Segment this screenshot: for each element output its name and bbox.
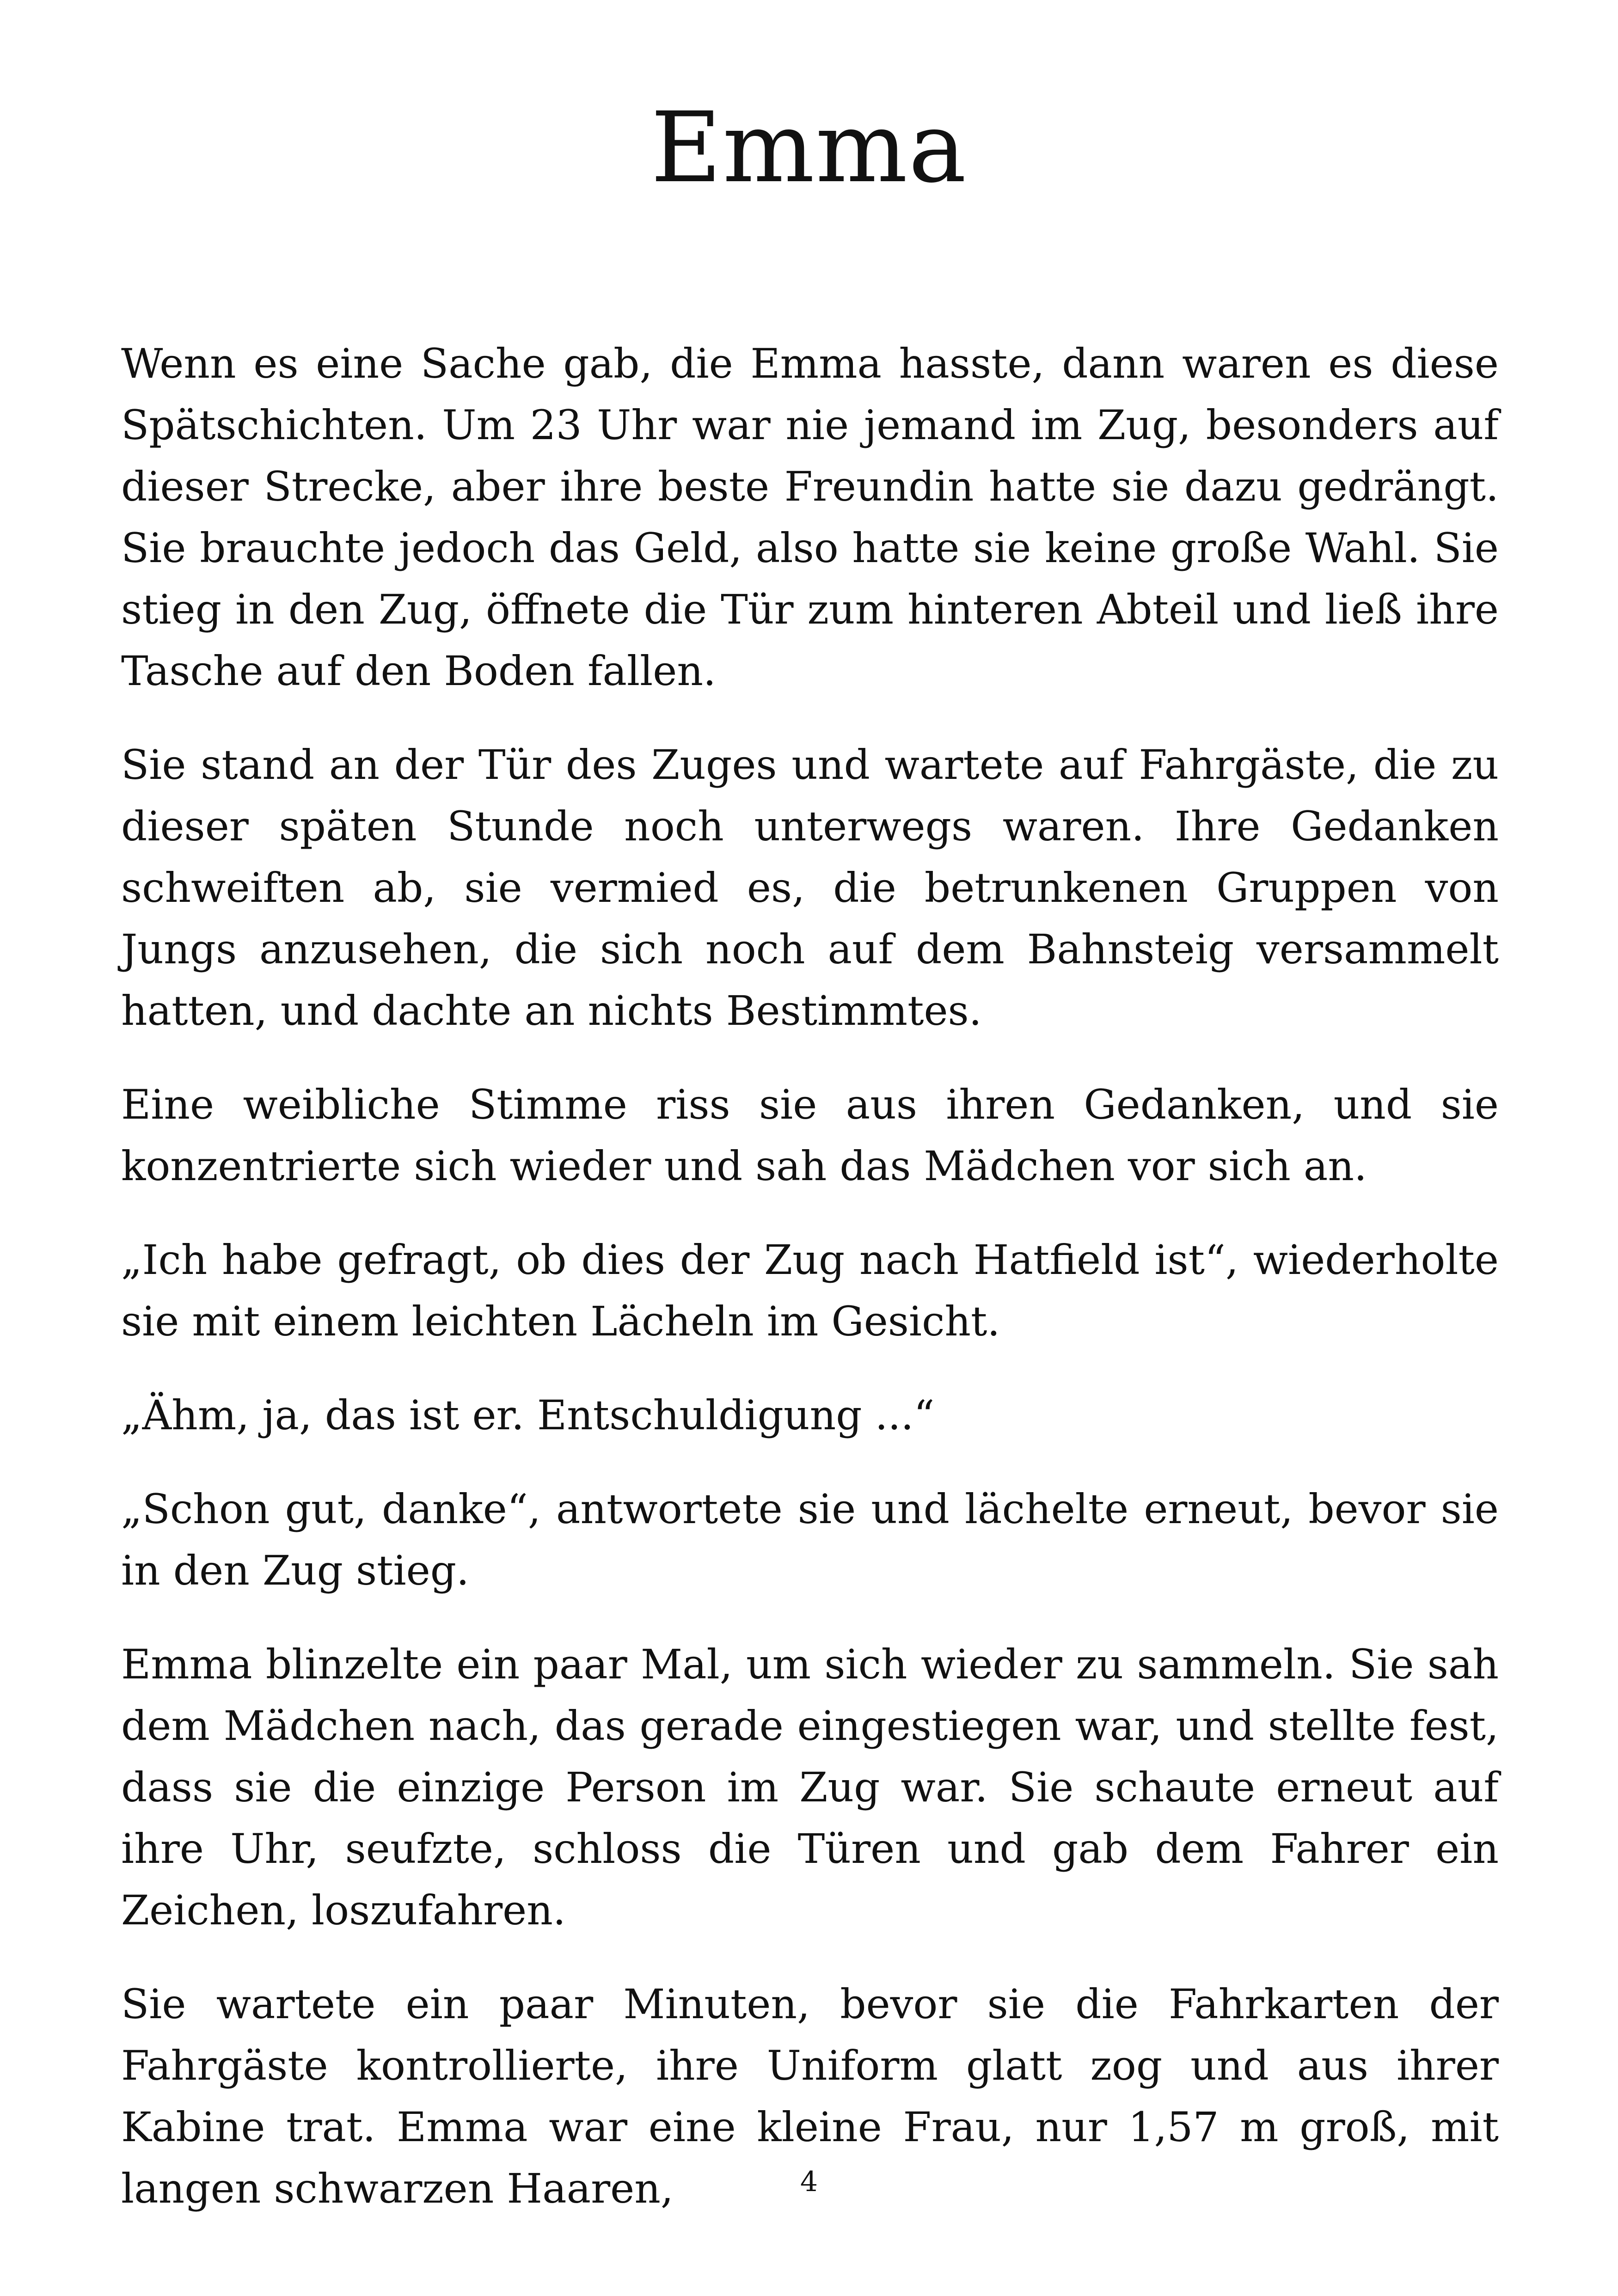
paragraph: Emma blinzelte ein paar Mal, um sich wieder zu sammeln. Sie sah dem Mädchen nach, das gerade eingestiegen war, und stellte fest, dass sie die einzige Person im Zug war. Sie schaute erneut auf ihre Uhr, seufzte, schloss die Türen und gab dem Fahrer ein Zeichen, loszufahren. [121, 1641, 1499, 1934]
paragraph: Eine weibliche Stimme riss sie aus ihren Gedanken, und sie konzentrierte sich wieder und sah das Mädchen vor sich an. [121, 1081, 1499, 1190]
chapter-title: Emma [650, 91, 968, 204]
page-number: 4 [800, 2166, 818, 2198]
paragraph: „Schon gut, danke“, antwortete sie und lächelte erneut, bevor sie in den Zug stieg. [121, 1485, 1499, 1594]
paragraph: „Ähm, ja, das ist er. Entschuldigung ...“ [121, 1391, 935, 1439]
paragraph: Sie stand an der Tür des Zuges und wartete auf Fahrgäste, die zu dieser späten Stunde noch unterwegs waren. Ihre Gedanken schweiften ab, sie vermied es, die betrunkenen Gruppen von Jungs anzusehen, die sich noch auf dem Bahnsteig versammelt hatten, und dachte an nichts Bestimmtes. [121, 741, 1499, 1035]
chapter-body [121, 333, 1499, 2252]
paragraph: „Ich habe gefragt, ob dies der Zug nach Hatfield ist“, wiederholte sie mit einem leichten Lächeln im Gesicht. [121, 1236, 1499, 1345]
paragraph: Sie wartete ein paar Minuten, bevor sie die Fahrkarten der Fahrgäste kontrollierte, ihre Uniform glatt zog und aus ihrer Kabine trat. Emma war eine kleine Frau, nur 1,57 m groß, mit langen schwarzen Haaren, [121, 1980, 1499, 2212]
paragraph: Wenn es eine Sache gab, die Emma hasste, dann waren es diese Spätschichten. Um 23 Uhr war nie jemand im Zug, besonders auf dieser Strecke, aber ihre beste Freundin hatte sie dazu gedrängt. Sie brauchte jedoch das Geld, also hatte sie keine große Wahl. Sie stieg in den Zug, öffnete die Tür zum hinteren Abteil und ließ ihre Tasche auf den Boden fallen. [121, 340, 1499, 695]
